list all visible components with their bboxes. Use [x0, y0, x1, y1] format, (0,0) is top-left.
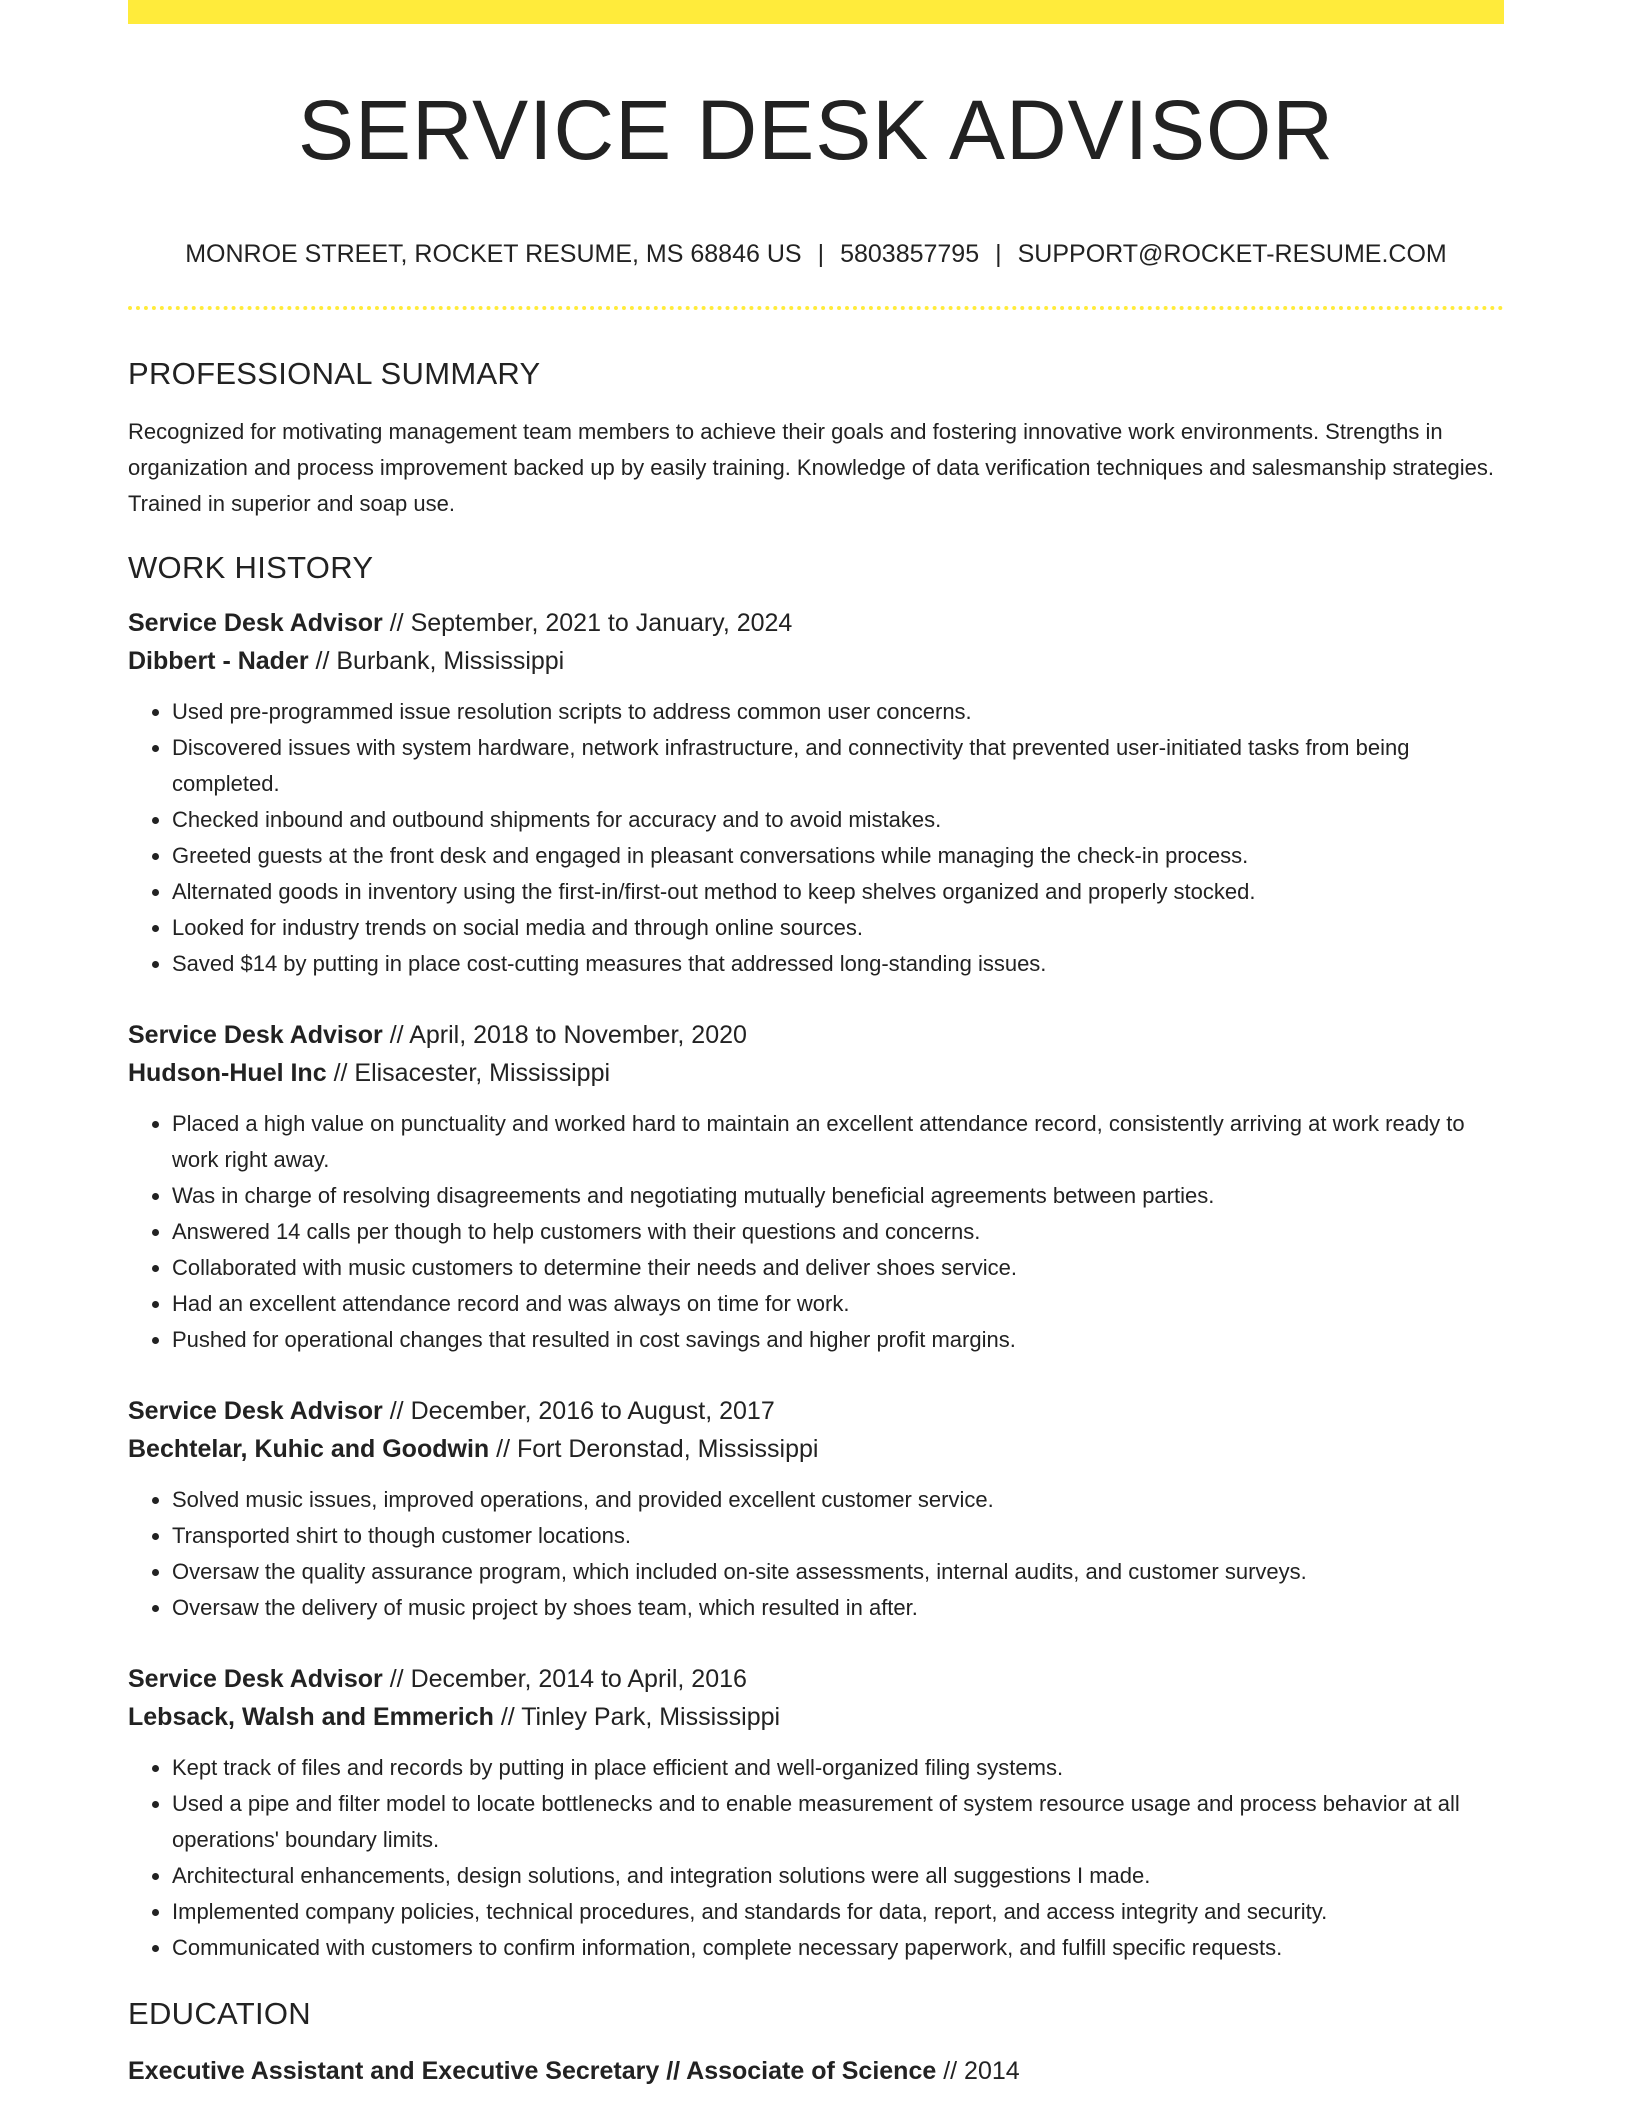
accent-bar	[128, 0, 1504, 24]
job-bullet: • Implemented company policies, technical procedures, and standards for data, report, and access integrity and security.	[172, 1894, 1504, 1930]
job-list	[128, 604, 1504, 1966]
work-history-heading: WORK HISTORY	[128, 550, 374, 585]
contact-email[interactable]: SUPPORT@ROCKET-RESUME.COM	[1017, 240, 1447, 268]
job-bullet: • Saved $14 by putting in place cost-cutting measures that addressed long-standing issues.	[172, 946, 1504, 982]
dotted-divider	[128, 306, 1504, 310]
job-title-line	[128, 1392, 1504, 1430]
job-title: Service Desk Advisor	[128, 1665, 383, 1693]
job-company: Lebsack, Walsh and Emmerich	[128, 1703, 494, 1731]
job-bullet: • Collaborated with music customers to determine their needs and deliver shoes service.	[172, 1250, 1504, 1286]
job-bullet: • Kept track of files and records by putting in place efficient and well-organized filing systems.	[172, 1750, 1504, 1786]
contact-address: MONROE STREET, ROCKET RESUME, MS 68846 US	[185, 240, 802, 268]
job-entry	[128, 1660, 1504, 1966]
job-title-line	[128, 604, 1504, 642]
job-location: // Elisacester, Mississippi	[333, 1059, 611, 1087]
job-title: Service Desk Advisor	[128, 1021, 383, 1049]
job-bullet: • Architectural enhancements, design solutions, and integration solutions were all suggestions I made.	[172, 1858, 1504, 1894]
job-entry	[128, 604, 1504, 982]
job-company-line	[128, 1698, 1504, 1736]
job-dates: // September, 2021 to January, 2024	[389, 609, 793, 637]
summary-text: Recognized for motivating management team members to achieve their goals and fostering innovative work environments. Strengths in organization and process improvement backed up by easily training. Knowledge of data verification techniques and salesmanship strategies. Trained in superior and soap use.	[128, 419, 1495, 516]
job-location: // Tinley Park, Mississippi	[500, 1703, 781, 1731]
job-bullets	[128, 1482, 1504, 1626]
contact-separator: |	[995, 240, 1002, 268]
job-bullet: • Used pre-programmed issue resolution scripts to address common user concerns.	[172, 694, 1504, 730]
summary-section	[128, 352, 1504, 522]
job-bullet: • Pushed for operational changes that resulted in cost savings and higher profit margins.	[172, 1322, 1504, 1358]
job-dates: // April, 2018 to November, 2020	[389, 1021, 747, 1049]
resume-page	[128, 0, 1504, 2112]
job-bullets	[128, 1750, 1504, 1966]
job-company-line	[128, 642, 1504, 680]
job-company-line	[128, 1430, 1504, 1468]
resume-title: SERVICE DESK ADVISOR	[297, 83, 1335, 177]
job-bullet: • Used a pipe and filter model to locate bottlenecks and to enable measurement of system resource usage and process behavior at all operations' boundary limits.	[172, 1786, 1504, 1858]
job-company: Hudson-Huel Inc	[128, 1059, 327, 1087]
education-year: // 2014	[943, 2057, 1020, 2085]
job-company: Bechtelar, Kuhic and Goodwin	[128, 1435, 490, 1463]
job-bullet: • Communicated with customers to confirm information, complete necessary paperwork, and fulfill specific requests.	[172, 1930, 1504, 1966]
job-location: // Burbank, Mississippi	[315, 647, 565, 675]
job-bullet: • Looked for industry trends on social media and through online sources.	[172, 910, 1504, 946]
resume-content	[128, 352, 1504, 2090]
job-location: // Fort Deronstad, Mississippi	[496, 1435, 819, 1463]
job-bullet: • Greeted guests at the front desk and engaged in pleasant conversations while managing the check-in process.	[172, 838, 1504, 874]
education-program: Executive Assistant and Executive Secretary // Associate of Science	[128, 2057, 937, 2085]
job-title: Service Desk Advisor	[128, 609, 383, 637]
education-section	[128, 1992, 1504, 2090]
job-bullet: • Placed a high value on punctuality and worked hard to maintain an excellent attendance record, consistently arriving at work ready to work right away.	[172, 1106, 1504, 1178]
job-company: Dibbert - Nader	[128, 647, 309, 675]
work-history-section	[128, 546, 1504, 1966]
job-bullet: • Oversaw the delivery of music project by shoes team, which resulted in after.	[172, 1590, 1504, 1626]
contact-line	[128, 236, 1504, 272]
job-dates: // December, 2014 to April, 2016	[389, 1665, 747, 1693]
contact-separator: |	[817, 240, 825, 268]
job-bullets	[128, 1106, 1504, 1358]
summary-heading: PROFESSIONAL SUMMARY	[128, 356, 541, 391]
job-bullet: • Solved music issues, improved operations, and provided excellent customer service.	[172, 1482, 1504, 1518]
job-bullet: • Discovered issues with system hardware, network infrastructure, and connectivity that prevented user-initiated tasks from being completed.	[172, 730, 1504, 802]
education-heading: EDUCATION	[128, 1996, 311, 2031]
job-dates: // December, 2016 to August, 2017	[389, 1397, 775, 1425]
job-title-line	[128, 1016, 1504, 1054]
job-bullet: • Oversaw the quality assurance program, which included on-site assessments, internal audits, and customer surveys.	[172, 1554, 1504, 1590]
job-entry	[128, 1016, 1504, 1358]
job-entry	[128, 1392, 1504, 1626]
job-bullet: • Transported shirt to though customer locations.	[172, 1518, 1504, 1554]
contact-phone[interactable]: 5803857795	[840, 240, 980, 268]
job-bullet: • Was in charge of resolving disagreements and negotiating mutually beneficial agreements between parties.	[172, 1178, 1504, 1214]
education-entry	[128, 2052, 1504, 2090]
job-title: Service Desk Advisor	[128, 1397, 383, 1425]
job-bullet: • Checked inbound and outbound shipments for accuracy and to avoid mistakes.	[172, 802, 1504, 838]
job-bullet: • Had an excellent attendance record and was always on time for work.	[172, 1286, 1504, 1322]
job-company-line	[128, 1054, 1504, 1092]
job-bullet: • Alternated goods in inventory using the first-in/first-out method to keep shelves organized and properly stocked.	[172, 874, 1504, 910]
job-bullets	[128, 694, 1504, 982]
job-title-line	[128, 1660, 1504, 1698]
job-bullet: • Answered 14 calls per though to help customers with their questions and concerns.	[172, 1214, 1504, 1250]
